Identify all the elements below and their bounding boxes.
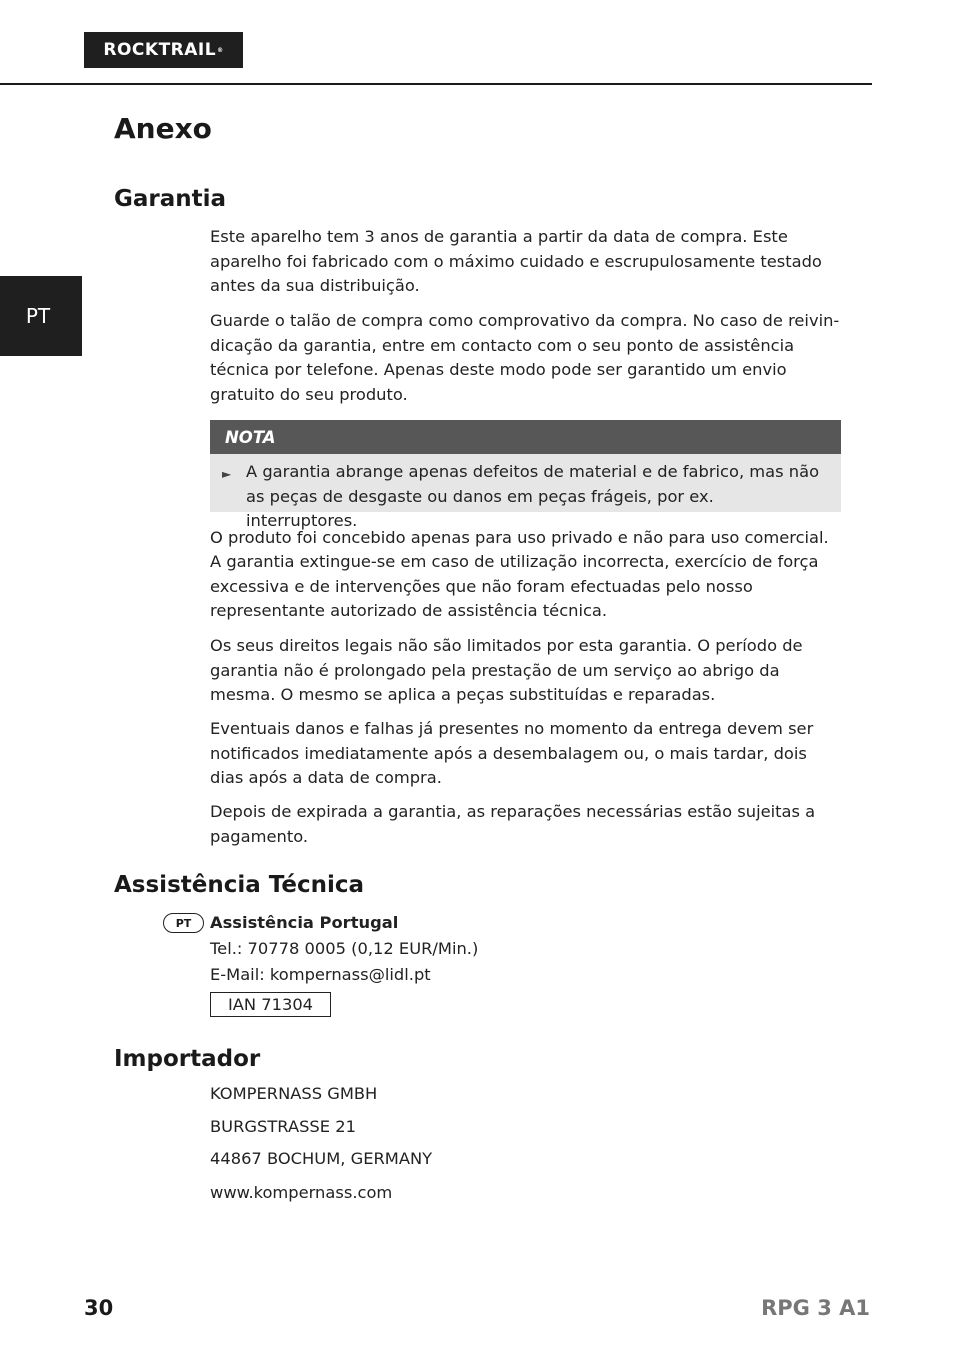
arrow-right-icon: ► bbox=[222, 467, 232, 481]
page-title: Anexo bbox=[114, 112, 212, 145]
page-number: 30 bbox=[84, 1296, 114, 1320]
brand-mark: ® bbox=[217, 46, 224, 54]
garantia-paragraph-4: Os seus direitos legais não são limitados por esta garantia. O período de garantia não é prolongado pela prestação de um serviço ao abrigo da mesma. O mesmo se aplica a peças substituídas e reparadas. bbox=[210, 636, 803, 705]
garantia-paragraph-3b: A garantia extingue-se em caso de utilização incorrecta, exercício de força excessiva e de intervenções que não foram efectuadas pelo nosso representante autorizado de assistência técnica. bbox=[210, 552, 819, 621]
service-name: Assistência Portugal bbox=[210, 913, 399, 932]
service-email: E-Mail: kompernass@lidl.pt bbox=[210, 965, 431, 984]
section-heading-importador: Importador bbox=[114, 1046, 261, 1072]
importer-website: www.kompernass.com bbox=[210, 1183, 393, 1202]
brand-name: ROCKTRAIL bbox=[103, 40, 217, 60]
country-code-badge: PT bbox=[163, 913, 204, 933]
garantia-paragraph-3a: O produto foi concebido apenas para uso privado e não para uso comercial. bbox=[210, 528, 829, 547]
importer-city: 44867 BOCHUM, GERMANY bbox=[210, 1149, 433, 1168]
section-heading-garantia: Garantia bbox=[114, 186, 227, 212]
note-text: A garantia abrange apenas defeitos de material e de fabrico, mas não as peças de desgaste ou danos em peças frágeis, por ex. interruptores. bbox=[246, 462, 820, 531]
garantia-paragraph-6: Depois de expirada a garantia, as reparações necessárias estão sujeitas a pagamento. bbox=[210, 802, 816, 846]
importer-street: BURGSTRASSE 21 bbox=[210, 1117, 356, 1136]
model-number: RPG 3 A1 bbox=[761, 1296, 870, 1320]
brand-logo bbox=[84, 32, 243, 68]
garantia-paragraph-2: Guarde o talão de compra como comprovativo da compra. No caso de reivin-dicação da garantia, entre em contacto com o seu ponto de assistência técnica por telefone. Apenas deste modo pode ser garantido um envio gratuito do seu produto. bbox=[210, 311, 840, 404]
note-body bbox=[210, 454, 841, 534]
service-phone: Tel.: 70778 0005 (0,12 EUR/Min.) bbox=[210, 939, 479, 958]
language-tab bbox=[0, 276, 82, 356]
header-rule bbox=[0, 83, 872, 85]
section-heading-assistencia: Assistência Técnica bbox=[114, 872, 365, 898]
note-box bbox=[210, 420, 841, 531]
importer-company: KOMPERNASS GMBH bbox=[210, 1084, 378, 1103]
garantia-paragraph-1: Este aparelho tem 3 anos de garantia a partir da data de compra. Este aparelho foi fabricado com o máximo cuidado e escrupulosamente testado antes da sua distribuição. bbox=[210, 227, 822, 296]
ian-number-box: IAN 71304 bbox=[210, 992, 331, 1017]
garantia-paragraph-5: Eventuais danos e falhas já presentes no momento da entrega devem ser notificados imediatamente após a desembalagem ou, o mais tardar, dois dias após a data de compra. bbox=[210, 719, 814, 788]
language-tab-label: PT bbox=[25, 304, 51, 328]
note-heading: NOTA bbox=[210, 420, 841, 454]
